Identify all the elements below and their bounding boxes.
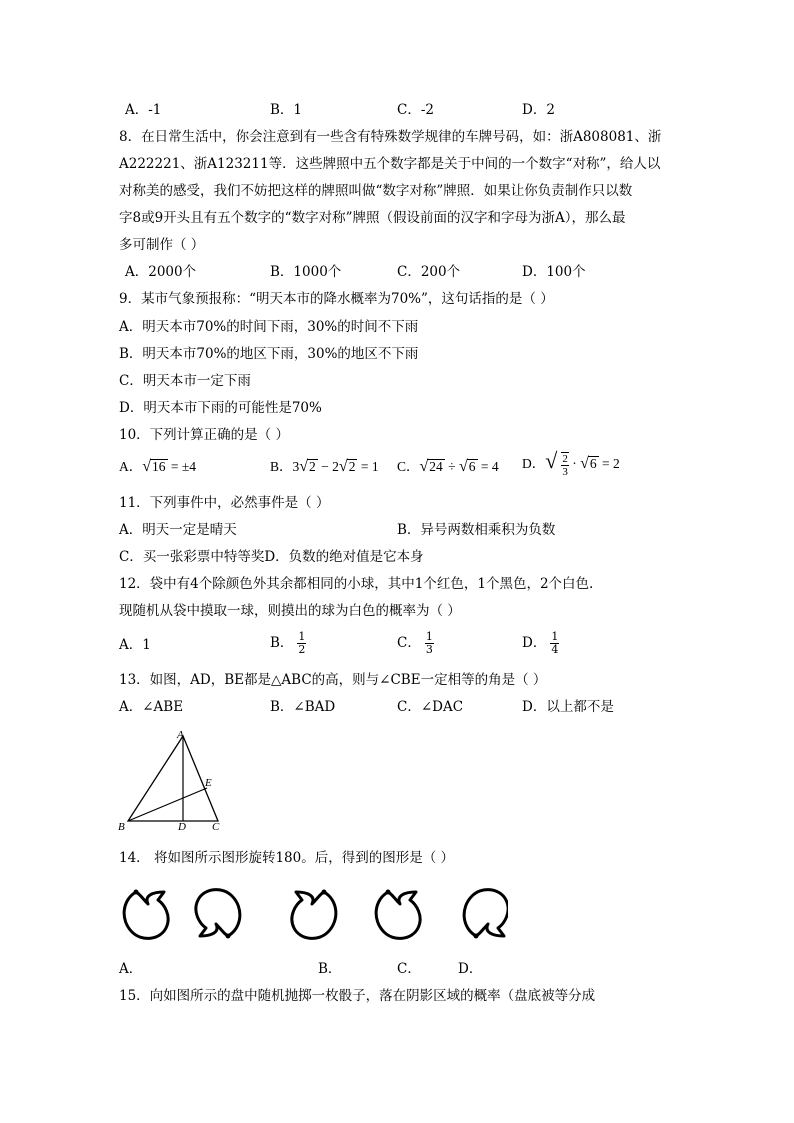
q11-option-cd: C．买一张彩票中特等奖D．负数的绝对值是它本身 <box>119 549 424 565</box>
q8-line-1: 8．在日常生活中，你会注意到有一些含有特殊数学规律的车牌号码，如：浙A808081、浙 <box>119 129 662 145</box>
q14-option-c: C． <box>397 961 421 977</box>
q7-option-b: B．1 <box>270 102 303 118</box>
q12-option-d: D． $\frac{1}{4}$ <box>522 630 559 656</box>
figure-d <box>464 890 508 939</box>
q9-stem: 9．某市气象预报称：“明天本市的降水概率为70%”，这句话指的是（ ） <box>119 291 554 307</box>
q7-option-a: A．-1 <box>125 102 162 118</box>
q10-option-c: C．√24 ÷ √6 = 4 <box>397 458 499 475</box>
label-a: A <box>177 729 184 741</box>
q11-option-b: B．异号两数相乘积为负数 <box>397 522 556 538</box>
q8-option-d: D．100个 <box>522 264 586 280</box>
q13-option-b: B．∠BAD <box>270 699 336 715</box>
q8-line-3: 对称美的感受，我们不妨把这样的牌照叫做“数字对称”牌照．如果让你负责制作只以数 <box>119 183 633 199</box>
label-d: D <box>178 821 186 833</box>
q9-option-c: C．明天本市一定下雨 <box>119 373 251 389</box>
q8-line-5: 多可制作（ ） <box>119 237 205 253</box>
q12-option-b: B． $\frac{1}{2}$ <box>270 630 306 656</box>
q7-option-d: D．2 <box>522 102 555 118</box>
triangle-abc-figure <box>115 726 230 836</box>
q13-option-d: D．以上都不是 <box>522 699 614 715</box>
q9-option-b: B．明天本市70%的地区下雨，30%的地区不下雨 <box>119 346 419 362</box>
q8-line-2: A222221、浙A123211等．这些牌照中五个数字都是关于中间的一个数字“对称”，给人以 <box>119 156 661 172</box>
figure-b <box>292 890 336 939</box>
q12-line-2: 现随机从袋中摸取一球，则摸出的球为白色的概率为（ ） <box>119 603 461 619</box>
q15-stem: 15．向如图所示的盘中随机抛掷一枚骰子，落在阴影区域的概率（盘底被等分成 <box>119 988 596 1004</box>
q9-option-a: A．明天本市70%的时间下雨，30%的时间不下雨 <box>119 319 419 335</box>
q8-line-4: 字8或9开头且有五个数字的“数字对称”牌照（假设前面的汉字和字母为浙A），那么最 <box>119 210 626 226</box>
q10-stem: 10．下列计算正确的是（ ） <box>119 427 289 443</box>
q11-option-a: A．明天一定是晴天 <box>119 522 237 538</box>
q10-option-d: D．√ $\frac{2}{3}$ · √6 = 2 <box>522 448 620 478</box>
q14-option-a: A． <box>119 961 143 977</box>
figure-c <box>376 890 420 939</box>
q14-stem: 14． 将如图所示图形旋转180。后，得到的图形是（ ） <box>119 850 455 866</box>
q14-option-d: D． <box>458 961 483 977</box>
q7-option-c: C．-2 <box>397 102 434 118</box>
q14-option-b: B． <box>318 961 342 977</box>
q8-option-a: A．2000个 <box>125 264 197 280</box>
label-c: C <box>212 821 220 833</box>
altitude-be <box>128 788 207 821</box>
q14-figures <box>118 882 508 944</box>
q12-line-1: 12．袋中有4个除颜色外其余都相同的小球，其中1个红色，1个黑色，2个白色. <box>119 576 594 592</box>
q8-option-c: C．200个 <box>397 264 461 280</box>
q13-option-a: A．∠ABE <box>119 699 184 715</box>
q12-option-c: C． $\frac{1}{3}$ <box>397 630 433 656</box>
q13-option-c: C．∠DAC <box>397 699 464 715</box>
q12-option-a: A．1 <box>119 637 151 653</box>
q10-option-a: A．√16 = ±4 <box>119 458 197 475</box>
label-b: B <box>118 821 125 833</box>
figure-a <box>196 890 240 939</box>
q8-option-b: B．1000个 <box>270 264 342 280</box>
original-figure <box>124 890 168 939</box>
q9-option-d: D．明天本市下雨的可能性是70% <box>119 400 322 416</box>
q13-stem: 13．如图，AD，BE都是△ABC的高，则与∠CBE一定相等的角是（ ） <box>119 672 547 688</box>
q11-stem: 11．下列事件中，必然事件是（ ） <box>119 495 330 511</box>
q10-option-b: B．3√2 − 2√2 = 1 <box>270 458 379 475</box>
label-e: E <box>205 777 212 789</box>
